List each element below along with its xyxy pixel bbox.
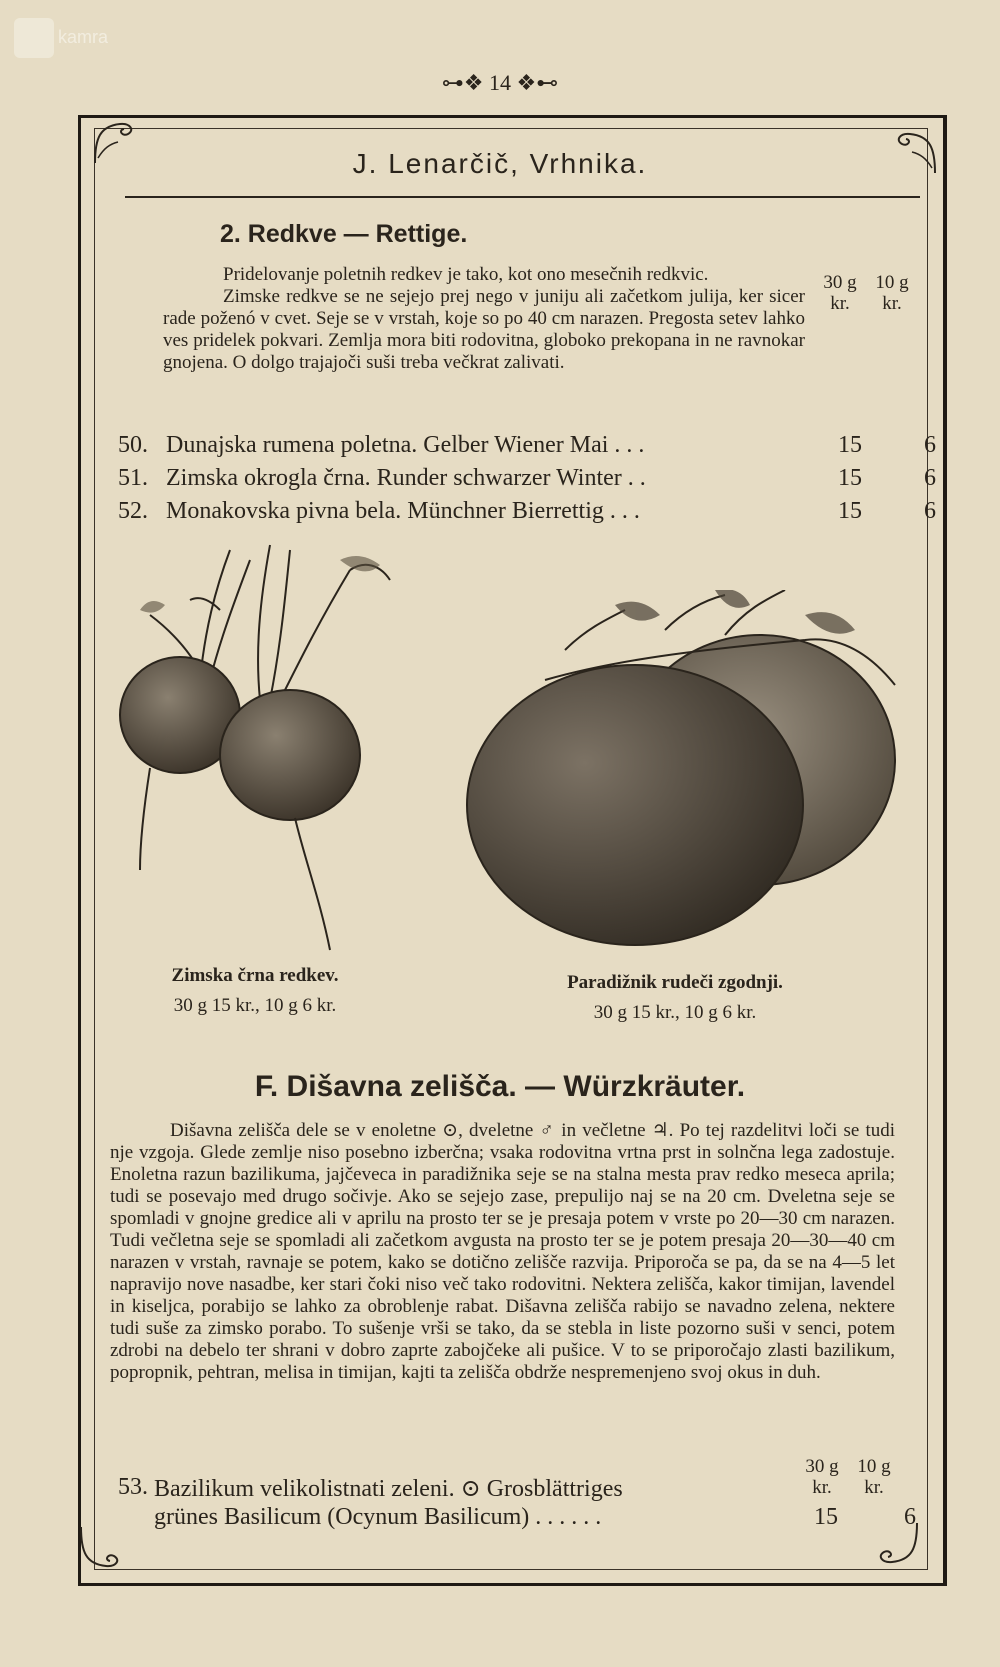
radish-col-header-10g-unit: kr. [882,293,902,314]
herbs-paragraph [110,1120,895,1384]
page-number: ⊶❖ 14 ❖⊷ [441,70,559,95]
header-title: J. Lenarčič, Vrhnika. [352,148,648,179]
herbs-col-header-30g-unit: kr. [812,1477,832,1498]
tomato-caption-title: Paradižnik rudeči zgodnji. [567,972,783,993]
radish-caption [130,965,380,1017]
radish-paragraph-2: Zimske redkve se ne sejejo prej nego v juniju ali začetkom julija, ker sicer rade poženó v cvet. Seje se v vrstah, koje so po 40 cm narazen. Pregosta setev lahko ves pridelek pokvari. Zemlja mora biti rodovitna, globoko prekopana in ne ravnokar gnojena. O dolgo trajajoči suši treba večkrat zalivati. [163,286,805,373]
header-rule [125,196,920,198]
item-name: Monakovska pivna bela. Münchner Bierrettig . . . [166,498,640,524]
item-name-line-2: grünes Basilicum (Ocynum Basilicum) . . . . . . [154,1504,602,1530]
section-radish-title: 2. Redkve — Rettige. [220,220,468,248]
item-number: 52. [118,498,148,524]
radish-col-header-10g [870,272,914,314]
item-price-10g: 6 [924,498,936,524]
item-price-10g: 6 [904,1504,916,1530]
radish-illustration [110,540,400,960]
list-item [118,432,936,464]
radish-caption-title: Zimska črna redkev. [171,965,339,986]
list-item [118,498,936,530]
herbs-col-header-10g-label: 10 g [857,1456,891,1477]
watermark-text: kamra [58,26,109,47]
herbs-col-header-30g-label: 30 g [805,1456,839,1477]
radish-intro [163,264,805,374]
radish-col-header-30g-unit: kr. [830,293,850,314]
tomato-illustration [465,590,905,960]
radish-paragraph-1: Pridelovanje poletnih redkev je tako, kot ono mesečnih redkvic. [223,264,709,285]
tomato-caption [520,972,830,1024]
radish-caption-price: 30 g 15 kr., 10 g 6 kr. [173,995,337,1016]
item-price-30g: 15 [838,498,862,524]
item-price-30g: 15 [838,432,862,458]
item-number: 53. [118,1474,148,1500]
item-name: Dunajska rumena poletna. Gelber Wiener Mai . . . [166,432,645,458]
watermark [14,18,108,58]
section-herbs-title: F. Dišavna zelišča. — Würzkräuter. [254,1070,746,1103]
page-number-value: 14 [489,70,511,95]
item-price-10g: 6 [924,465,936,491]
item-price-10g: 6 [924,432,936,458]
list-item [118,1474,918,1506]
list-item [118,1504,918,1536]
radish-col-header-10g-label: 10 g [875,272,909,293]
herbs-col-header-10g-unit: kr. [864,1477,884,1498]
item-price-30g: 15 [838,465,862,491]
item-name: Zimska okrogla črna. Runder schwarzer Winter . . [166,465,646,491]
list-item [118,465,936,497]
watermark-logo-icon [14,18,54,58]
item-number: 50. [118,432,148,458]
herbs-paragraph-text: Dišavna zelišča dele se v enoletne ⊙, dveletne ♂ in večletne ♃. Po tej razdelitvi loči se tudi nje vzgoja. Glede zemlje niso posebno izberčna; vsaka rodovitna vrtna prst in solnčna lega zadostuje. Enoletna razun bazilikuma, jajčeveca in paradižnika seje se na stalna mesta prav redko meseca aprila; tudi se posevajo med drugo sočivje. Ako se sejejo zase, prepulijo naj se na 20 cm. Dveletna seje se spomladi v gnojne gredice ali v aprilu na prosto ter se je presaja potem v vrste po 20—30 cm narazen. Tudi večletna seje se spomladi ali začetkom avgusta na prosto ter se je potem presaja 20—30—40 cm narazen v vrstah, ravnaje se potem, kako se dotično zelišče razvija. Priporoča se pa, da se na 4—5 let napravijo nove nasadbe, ker stari čoki niso več tako rodovitni. Nektera zelišča, kakor timijan, lavendel in kiseljca, porabijo se lahko za obroblenje rabat. Dišavna zelišča rabijo se navadno zelena, nektere tudi suše za zimsko porabo. To sušenje vrši se tako, da se stebla in liste pozorno suši v senci, potem zdrobi na debelo ter shrani v dobro zaprte zabojčeke ali pušice. V to se priporočajo zlasti bazilikum, popropnik, pehtran, melisa in timijan, kajti ta zelišča obdrže nespremenjeno svoj okus in duh. [110,1120,895,1383]
radish-col-header-30g [820,272,860,314]
tomato-caption-price: 30 g 15 kr., 10 g 6 kr. [593,1002,757,1023]
item-price-30g: 15 [814,1504,838,1530]
item-name-line-1: Bazilikum velikolistnati zeleni. ⊙ Grosblättriges [154,1476,623,1502]
radish-col-header-30g-label: 30 g [823,272,857,293]
item-number: 51. [118,465,148,491]
